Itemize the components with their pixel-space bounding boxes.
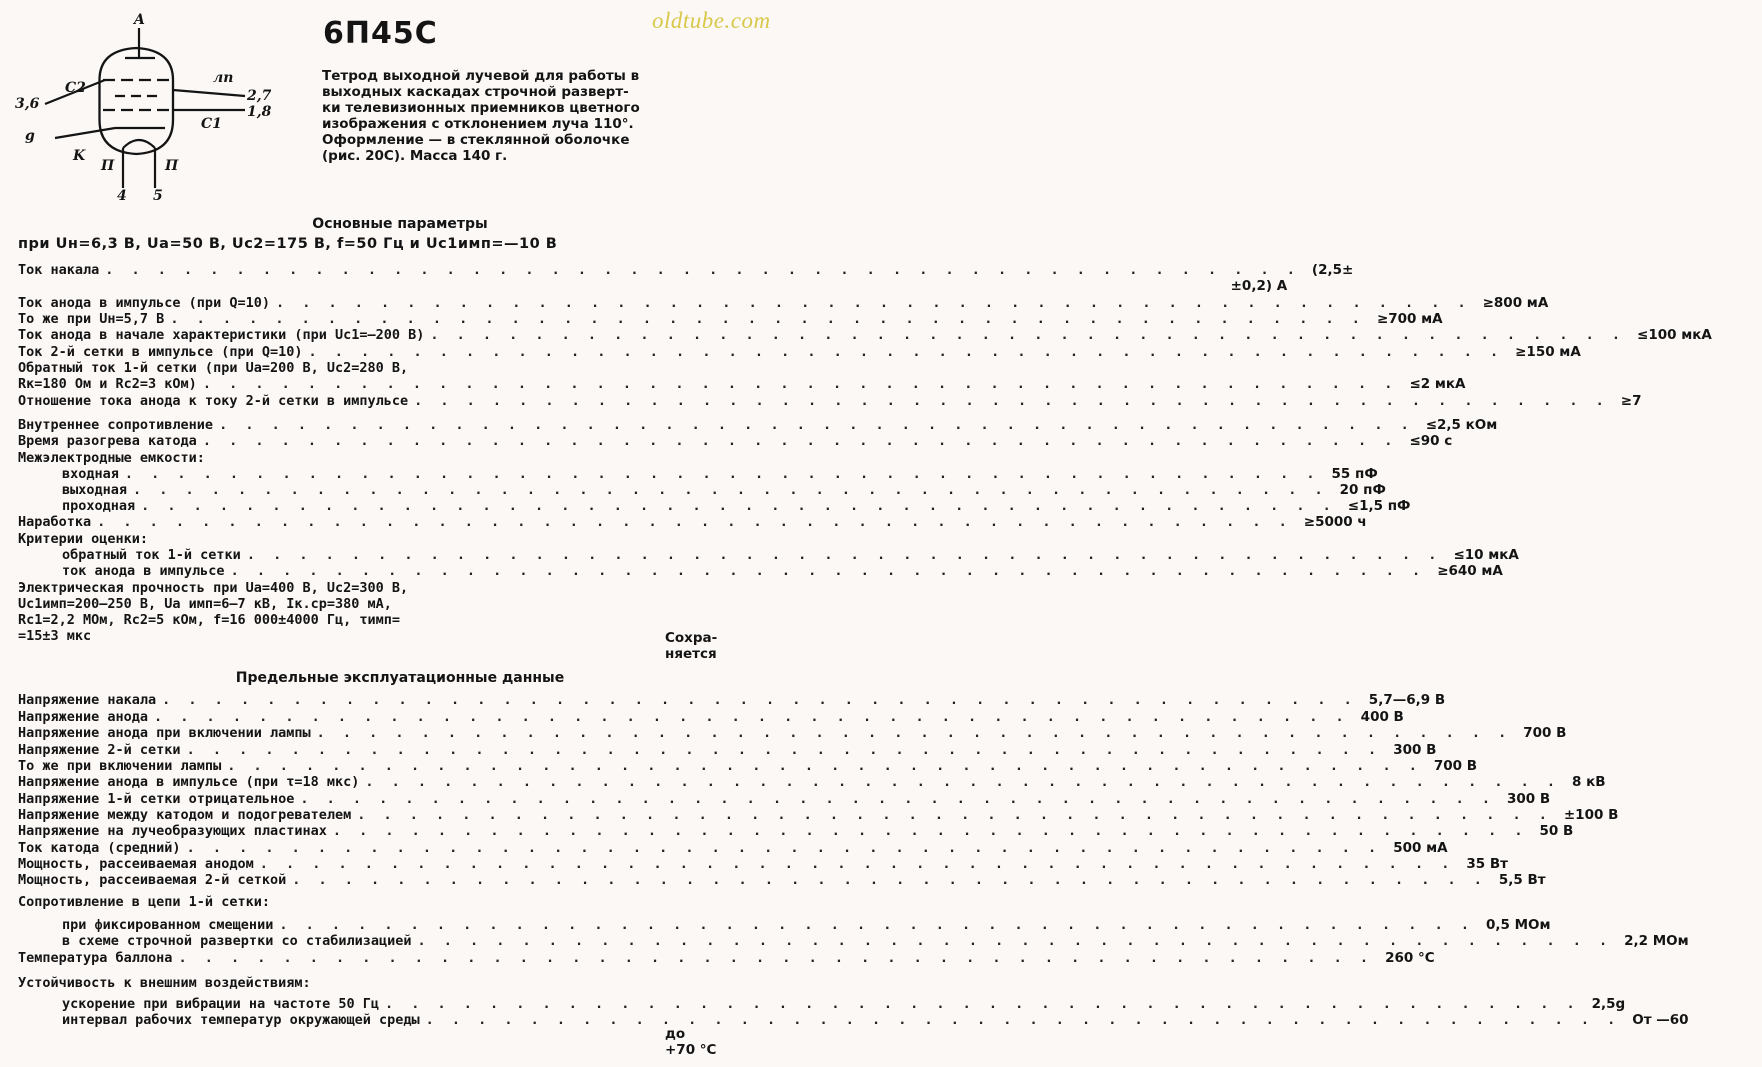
pin-label-18: 1,8: [247, 104, 272, 120]
leader-dots: . . . . . . . . . . . . . . . . . . . . . . . . . . . . . . . . . . . . . . . . . . . . . .: [186, 742, 1382, 758]
leader-dots: . . . . . . . . . . . . . . . . . . . . . . . . . . . . . . . . . . . . . . . . . . . . . .: [133, 482, 1328, 498]
param-row: [18, 514, 1367, 530]
param-row: [18, 482, 1386, 498]
param-label: Ток катода (средний): [18, 840, 181, 856]
param-value: ±0,2) А: [1230, 278, 1288, 294]
param-row: [18, 450, 788, 466]
pin-label-anode: A: [134, 12, 145, 28]
tube-schematic-diagram: [15, 10, 285, 204]
param-row: [18, 295, 1549, 311]
resistance-heading: Сопротивление в цепи 1-й сетки:: [18, 894, 270, 910]
param-value: ≥7: [1620, 393, 1642, 409]
tube-envelope: [99, 48, 173, 154]
heater-element: [123, 140, 155, 148]
description-line: ки телевизионных приемников цветного: [322, 100, 640, 116]
param-label: Межэлектродные емкости:: [18, 450, 205, 466]
param-value: 20 пФ: [1339, 482, 1386, 498]
param-row: [18, 498, 1411, 514]
strength-paragraph: [18, 580, 638, 644]
param-value: ≥800 мА: [1482, 295, 1549, 311]
param-row: [18, 692, 1446, 708]
param-row: [18, 872, 1546, 888]
param-label: То же при включении лампы: [18, 758, 222, 774]
param-value: (2,5±: [1311, 262, 1354, 278]
param-row: [18, 311, 1443, 327]
strength-line: Rс1=2,2 МОм, Rс2=5 кОм, f=16 000±4000 Гц, τимп=: [18, 612, 401, 628]
param-row: [18, 417, 1498, 433]
param-label: ускорение при вибрации на частоте 50 Гц: [62, 996, 379, 1012]
param-value: 300 В: [1393, 742, 1437, 758]
strength-value-cont: няется: [665, 646, 717, 662]
leader-dots: . . . . . . . . . . . . . . . . . . . . . . . . . . . . . . . . . . . . . . . . . . . . . .: [425, 1012, 1621, 1028]
strength-line: Электрическая прочность при Uа=400 В, Uс2=300 В,: [18, 580, 409, 596]
leader-dots: . . . . . . . . . . . . . . . . . . . . . . . . . . . . . . . . . . . . . . . . . . . . . .: [292, 872, 1487, 888]
leader-dots: . . . . . . . . . . . . . . . . . . . . . . . . . . . . . . . . . . . . . . . . . . . . . .: [357, 807, 1552, 823]
leader-dots: . . . . . . . . . . . . . . . . . . . . . . . . . . . . . . . . . . . . . . . . . . . . . .: [124, 466, 1320, 482]
param-value: 5,7—6,9 В: [1368, 692, 1446, 708]
param-label: Наработка: [18, 514, 92, 530]
leader-dots: . . . . . . . . . . . . . . . . . . . . . . . . . . . . . . . . . . . . . . . . . . . . . .: [365, 774, 1560, 790]
param-value: ≥5000 ч: [1303, 514, 1367, 530]
param-row: [18, 547, 1519, 563]
leader-dots: . . . . . . . . . . . . . . . . . . . . . . . . . . . . . . . . . . . . . . . . . . . . . .: [308, 344, 1504, 360]
param-label: интервал рабочих температур окружающей среды: [62, 1012, 420, 1028]
pin-label-c1: C1: [201, 116, 222, 132]
param-row: [18, 996, 1626, 1012]
strength-line: Uс1имп=200—250 В, Uа имп=6—7 кВ, Iк.ср=380 мА,: [18, 596, 392, 612]
param-label: в схеме строчной развертки со стабилизацией: [62, 933, 412, 949]
bp-lead: [173, 90, 245, 96]
param-row: [18, 807, 1619, 823]
leader-dots: . . . . . . . . . . . . . . . . . . . . . . . . . . . . . . . . . . . . . . . . . . . . . .: [141, 498, 1336, 514]
param-value: 700 В: [1523, 725, 1567, 741]
param-row: [18, 758, 1477, 774]
pin-label-5: 5: [153, 188, 163, 204]
leader-dots: . . . . . . . . . . . . . . . . . . . . . . . . . . . . . . . . . . . . . . . . . . . . . .: [105, 262, 1300, 278]
param-label: проходная: [62, 498, 136, 514]
param-value: ±100 В: [1563, 807, 1619, 823]
param-label: Напряжение на лучеобразующих пластинах: [18, 823, 327, 839]
param-row: [18, 376, 1466, 392]
param-value: 300 В: [1506, 791, 1551, 807]
param-label: Rк=180 Ом и Rс2=3 кОм): [18, 376, 197, 392]
param-row: [18, 563, 1503, 579]
stability-heading: Устойчивость к внешним воздействиям:: [18, 975, 311, 991]
param-value: ≤2,5 кОм: [1425, 417, 1498, 433]
param-value: 0,5 МОм: [1485, 917, 1551, 933]
leader-dots: . . . . . . . . . . . . . . . . . . . . . . . . . . . . . . . . . . . . . . . . . . . . . .: [227, 758, 1422, 774]
param-label: Ток накала: [18, 262, 100, 278]
pin-label-36: 3,6: [15, 96, 40, 112]
param-value: 5,5 Вт: [1498, 872, 1546, 888]
param-value: ≤100 мкА: [1637, 327, 1712, 343]
param-value: 55 пФ: [1331, 466, 1378, 482]
param-label: входная: [62, 466, 119, 482]
param-row: [18, 950, 1435, 966]
pin-label-g: g: [25, 128, 35, 144]
leader-dots: . . . . . . . . . . . . . . . . . . . . . . . . . . . . . . . . . . . . . . . . . . . . . .: [430, 327, 1626, 343]
param-value: 500 мА: [1393, 840, 1448, 856]
leader-dots: . . . . . . . . . . . . . . . . . . . . . . . . . . . . . . . . . . . . . . . . . . . . . .: [259, 856, 1455, 872]
temp-range-end: +70 °С: [665, 1042, 717, 1058]
param-row: [18, 823, 1574, 839]
leader-dots: . . . . . . . . . . . . . . . . . . . . . . . . . . . . . . . . . . . . . . . . . . . . . .: [417, 933, 1613, 949]
param-value: 50 В: [1539, 823, 1574, 839]
param-label: Ток анода в начале характеристики (при Uс1=—200 В): [18, 327, 425, 343]
pin-label-cathode: K: [73, 148, 86, 164]
param-label: выходная: [62, 482, 128, 498]
leader-dots: . . . . . . . . . . . . . . . . . . . . . . . . . . . . . . . . . . . . . . . . . . . . . .: [154, 709, 1349, 725]
measurement-conditions: при Uн=6,3 В, Uа=50 В, Uс2=175 В, f=50 Гц и Uс1имп=—10 В: [18, 236, 558, 252]
param-label: Напряжение 2-й сетки: [18, 742, 181, 758]
leader-dots: . . . . . . . . . . . . . . . . . . . . . . . . . . . . . . . . . . . . . . . . . . . . . .: [186, 840, 1382, 856]
param-label: Напряжение 1-й сетки отрицательное: [18, 791, 295, 807]
param-label: Напряжение анода: [18, 709, 149, 725]
param-label: Внутреннее сопротивление: [18, 417, 214, 433]
param-value: ≥700 мА: [1376, 311, 1443, 327]
param-row: [18, 466, 1378, 482]
param-label: при фиксированном смещении: [62, 917, 274, 933]
param-value: От —60: [1632, 1012, 1689, 1028]
param-row: [18, 262, 1354, 278]
param-label: Напряжение между катодом и подогревателем: [18, 807, 352, 823]
leader-dots: . . . . . . . . . . . . . . . . . . . . . . . . . . . . . . . . . . . . . . . . . . . . . .: [202, 433, 1398, 449]
param-value: 8 кВ: [1572, 774, 1606, 790]
strength-line: =15±3 мкс: [18, 628, 92, 644]
param-row: [18, 709, 1404, 725]
param-label: Напряжение анода в импульсе (при τ=18 мкс): [18, 774, 360, 790]
description-line: Оформление — в стеклянной оболочке: [322, 132, 630, 148]
pin-label-heater-left: П: [101, 158, 115, 174]
param-row: [18, 774, 1606, 790]
leader-dots: . . . . . . . . . . . . . . . . . . . . . . . . . . . . . . . . . . . . . . . . . . . . . .: [332, 823, 1528, 839]
leader-dots: . . . . . . . . . . . . . . . . . . . . . . . . . . . . . . . . . . . . . . . . . . . . . .: [202, 376, 1398, 392]
pin-label-heater-right: П: [165, 158, 179, 174]
param-row: [18, 791, 1551, 807]
param-row: [18, 344, 1581, 360]
param-row: [18, 278, 1288, 294]
leader-dots: . . . . . . . . . . . . . . . . . . . . . . . . . . . . . . . . . . . . . . . . . . . . . .: [170, 311, 1365, 327]
tube-description: [322, 68, 762, 164]
leader-dots: . . . . . . . . . . . . . . . . . . . . . . . . . . . . . . . . . . . . . . . . . . . . . .: [246, 547, 1442, 563]
param-value: ≤10 мкА: [1453, 547, 1519, 563]
param-label: То же при Uн=5,7 В: [18, 311, 165, 327]
leader-dots: . . . . . . . . . . . . . . . . . . . . . . . . . . . . . . . . . . . . . . . . . . . . . .: [162, 692, 1357, 708]
param-label: Критерии оценки:: [18, 531, 149, 547]
param-row: [18, 725, 1567, 741]
leader-dots: . . . . . . . . . . . . . . . . . . . . . . . . . . . . . . . . . . . . . . . . . . . . . .: [275, 295, 1471, 311]
param-label: Напряжение накала: [18, 692, 157, 708]
description-line: изображения с отклонением луча 110°.: [322, 116, 634, 132]
leader-dots: . . . . . . . . . . . . . . . . . . . . . . . . . . . . . . . . . . . . . . . . . . . . . .: [219, 417, 1414, 433]
leader-dots: . . . . . . . . . . . . . . . . . . . . . . . . . . . . . . . . . . . . . . . . . . . . . .: [230, 563, 1426, 579]
main-params-title: Основные параметры: [312, 216, 488, 232]
leader-dots: . . . . . . . . . . . . . . . . . . . . . . . . . . . . . . . . . . . . . . . . . . . . . .: [384, 996, 1580, 1012]
param-row: [18, 393, 1642, 409]
param-label: Температура баллона: [18, 950, 173, 966]
description-line: Тетрод выходной лучевой для работы в: [322, 68, 640, 84]
param-row: [18, 933, 1689, 949]
tube-title: 6П45С: [323, 16, 438, 51]
param-value: 2,2 МОм: [1624, 933, 1689, 949]
param-value: 2,5g: [1591, 996, 1626, 1012]
param-row: [18, 840, 1448, 856]
leader-dots: . . . . . . . . . . . . . . . . . . . . . . . . . . . . . . . . . . . . . . . . . . . . . .: [97, 514, 1292, 530]
param-row: [18, 856, 1508, 872]
description-line: (рис. 20С). Масса 140 г.: [322, 148, 508, 164]
param-value: ≤1,5 пФ: [1347, 498, 1411, 514]
param-label: Время разогрева катода: [18, 433, 197, 449]
limit-params-title: Предельные эксплуатационные данные: [235, 670, 565, 686]
param-value: 35 Вт: [1466, 856, 1508, 872]
param-value: 400 В: [1360, 709, 1404, 725]
param-label: Напряжение анода при включении лампы: [18, 725, 311, 741]
param-row: [18, 917, 1551, 933]
param-row: [18, 360, 788, 376]
param-value: 700 В: [1433, 758, 1477, 774]
param-label: Отношение тока анода к току 2-й сетки в импульсе: [18, 393, 409, 409]
leader-dots: . . . . . . . . . . . . . . . . . . . . . . . . . . . . . . . . . . . . . . . . . . . . . .: [414, 393, 1609, 409]
param-row: [18, 742, 1437, 758]
pin-label-c2: C2: [65, 80, 86, 96]
strength-value: Сохра-: [665, 630, 718, 646]
param-label: Ток 2-й сетки в импульсе (при Q=10): [18, 344, 303, 360]
leader-dots: . . . . . . . . . . . . . . . . . . . . . . . . . . . . . . . . . . . . . . . . . . . . . .: [300, 791, 1495, 807]
description-line: выходных каскадах строчной разверт-: [322, 84, 629, 100]
param-value: ≤90 с: [1409, 433, 1453, 449]
temp-range-mid: до: [665, 1026, 686, 1042]
leader-dots: . . . . . . . . . . . . . . . . . . . . . . . . . . . . . . . . . . . . . . . . . . . . . .: [279, 917, 1474, 933]
param-label: Мощность, рассеиваемая анодом: [18, 856, 254, 872]
param-label: Обратный ток 1-й сетки (при Uа=200 В, Uс2=280 В,: [18, 360, 409, 376]
param-value: ≤2 мкА: [1409, 376, 1466, 392]
g-lead: [55, 128, 115, 138]
param-value: ≥150 мА: [1515, 344, 1581, 360]
leader-dots: . . . . . . . . . . . . . . . . . . . . . . . . . . . . . . . . . . . . . . . . . . . . . .: [316, 725, 1512, 741]
param-row: [18, 433, 1453, 449]
param-row: [18, 327, 1712, 343]
param-value: ≥640 мА: [1437, 563, 1503, 579]
param-row: [18, 531, 788, 547]
watermark: oldtube.com: [652, 8, 771, 33]
param-label: Ток анода в импульсе (при Q=10): [18, 295, 270, 311]
param-label: Мощность, рассеиваемая 2-й сеткой: [18, 872, 287, 888]
pin-label-beam-plates: лп: [213, 70, 234, 86]
leader-dots: . . . . . . . . . . . . . . . . . . . . . . . . . . . . . . . . . . . . . . . . . . . . . .: [178, 950, 1374, 966]
pin-label-4: 4: [117, 188, 127, 204]
param-label: обратный ток 1-й сетки: [62, 547, 241, 563]
param-label: ток анода в импульсе: [62, 563, 225, 579]
pin-label-27: 2,7: [247, 88, 272, 104]
param-value: 260 °С: [1385, 950, 1435, 966]
